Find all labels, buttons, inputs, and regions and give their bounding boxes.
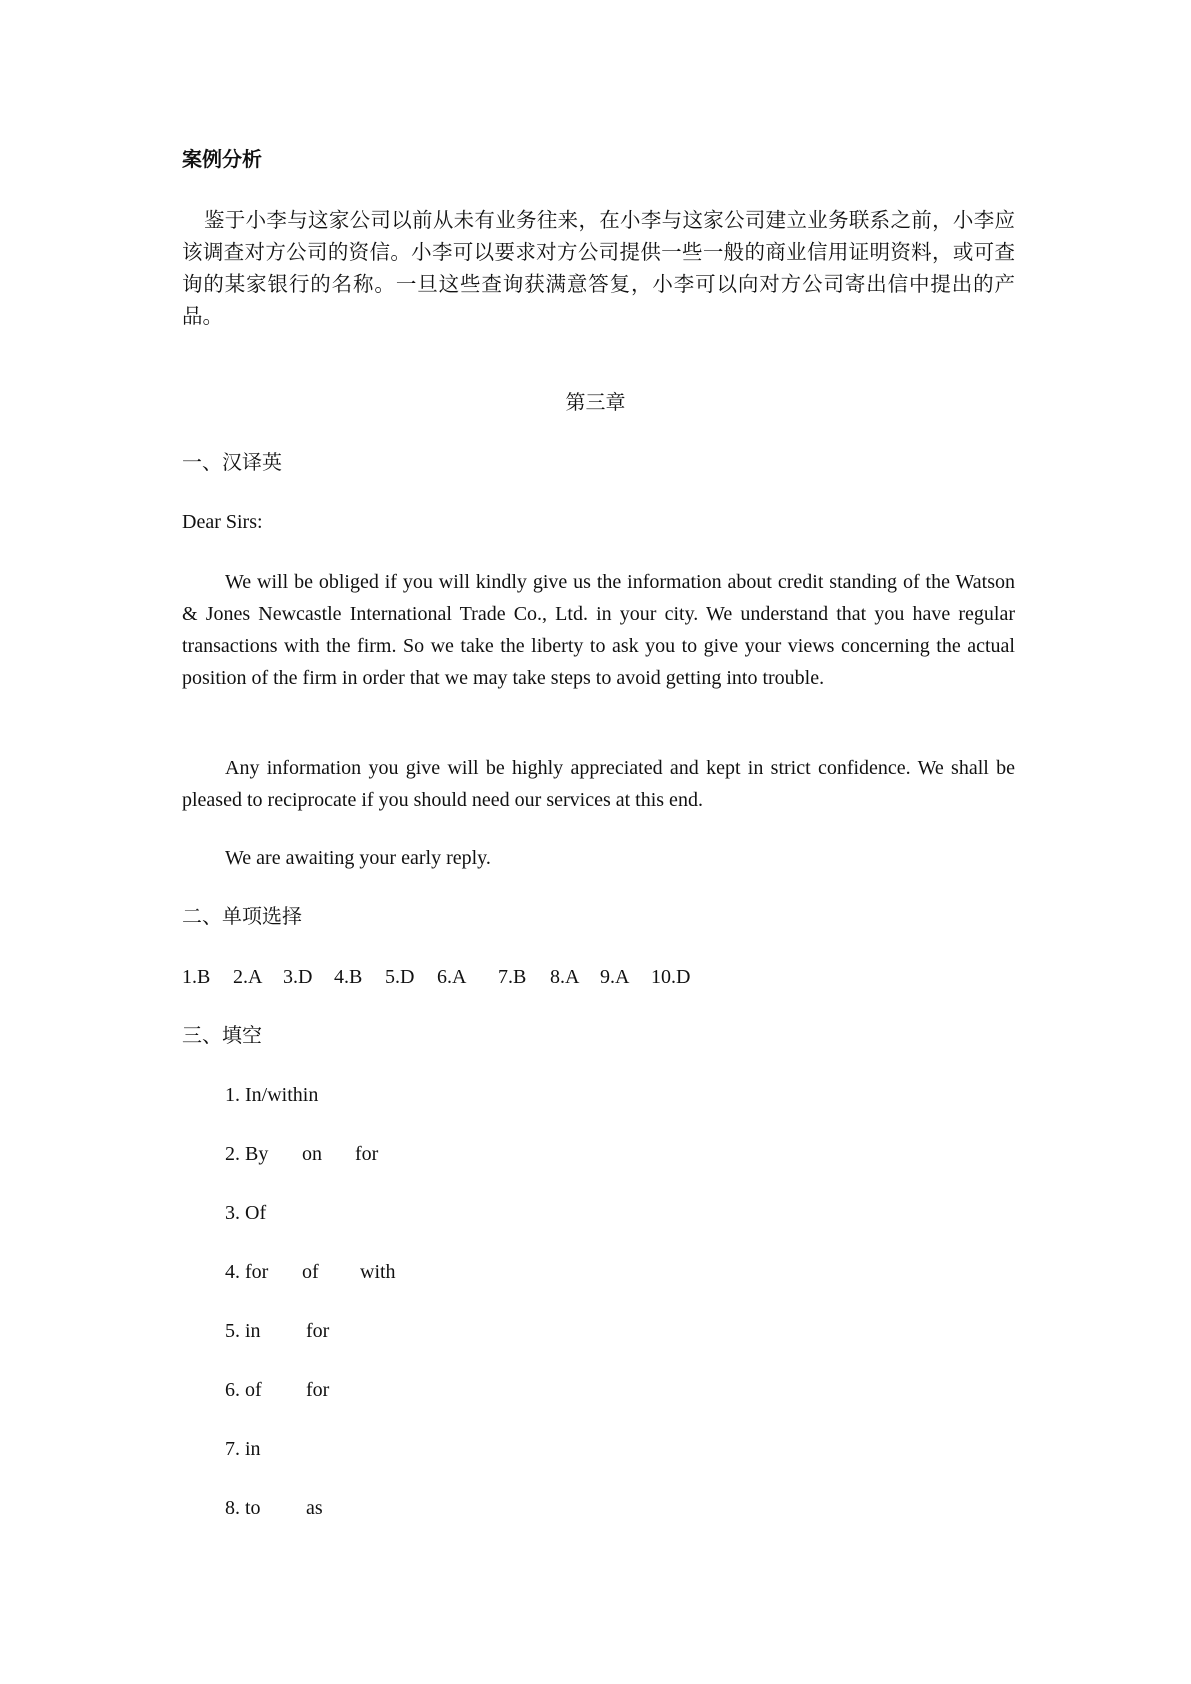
section-two-heading: 二、单项选择 [182, 906, 302, 928]
section-one-heading: 一、汉译英 [182, 452, 282, 474]
answer-item: 4.B [334, 966, 363, 988]
answer-item: 6.A [437, 966, 467, 988]
fill-in-answer: 5. in [225, 1320, 261, 1342]
chapter-title: 第三章 [565, 392, 626, 414]
case-analysis-heading: 案例分析 [182, 149, 262, 171]
fill-in-answer: 4. for [225, 1261, 269, 1283]
fill-in-answer: of [302, 1261, 319, 1283]
answer-item: 3.D [283, 966, 313, 988]
case-analysis-paragraph: 鉴于小李与这家公司以前从未有业务往来，在小李与这家公司建立业务联系之前，小李应该调查对方公司的资信。小李可以要求对方公司提供一些一般的商业信用证明资料，或可查询的某家银行的名称。一旦这些查询获满意答复，小李可以向对方公司寄出信中提出的产品。 [182, 210, 1015, 328]
letter-paragraph: We will be obliged if you will kindly give us the information about credit standing of the Watson & Jones Newcastle International Trade Co., Ltd. in your city. We understand that you have regular transactions with the firm. So we take the liberty to ask you to give your views concerning the actual position of the firm in order that we may take steps to avoid getting into trouble. [182, 571, 1015, 689]
fill-in-answer: as [306, 1497, 323, 1519]
answer-item: 10.D [651, 966, 691, 988]
fill-in-answer: 6. of [225, 1379, 262, 1401]
fill-in-answer: for [355, 1143, 379, 1165]
answer-item: 9.A [600, 966, 630, 988]
fill-in-answer: 7. in [225, 1438, 261, 1460]
fill-in-answer: 2. By [225, 1143, 269, 1165]
section-three-heading: 三、填空 [182, 1025, 262, 1047]
answer-item: 8.A [550, 966, 580, 988]
answer-item: 5.D [385, 966, 415, 988]
letter-paragraph: Any information you give will be highly appreciated and kept in strict confidence. We shall be pleased to reciprocate if you should need our services at this end. [182, 757, 1015, 811]
fill-in-answer: 1. In/within [225, 1084, 319, 1106]
answer-item: 2.A [233, 966, 263, 988]
fill-in-answer: for [306, 1379, 330, 1401]
fill-in-answer: on [302, 1143, 322, 1165]
letter-closing: We are awaiting your early reply. [225, 847, 491, 869]
fill-in-answer: 8. to [225, 1497, 261, 1519]
letter-salutation: Dear Sirs: [182, 511, 263, 533]
fill-in-answer: with [360, 1261, 396, 1283]
fill-in-answer: 3. Of [225, 1202, 267, 1224]
answer-item: 1.B [182, 966, 211, 988]
answer-item: 7.B [498, 966, 527, 988]
fill-in-answer: for [306, 1320, 330, 1342]
